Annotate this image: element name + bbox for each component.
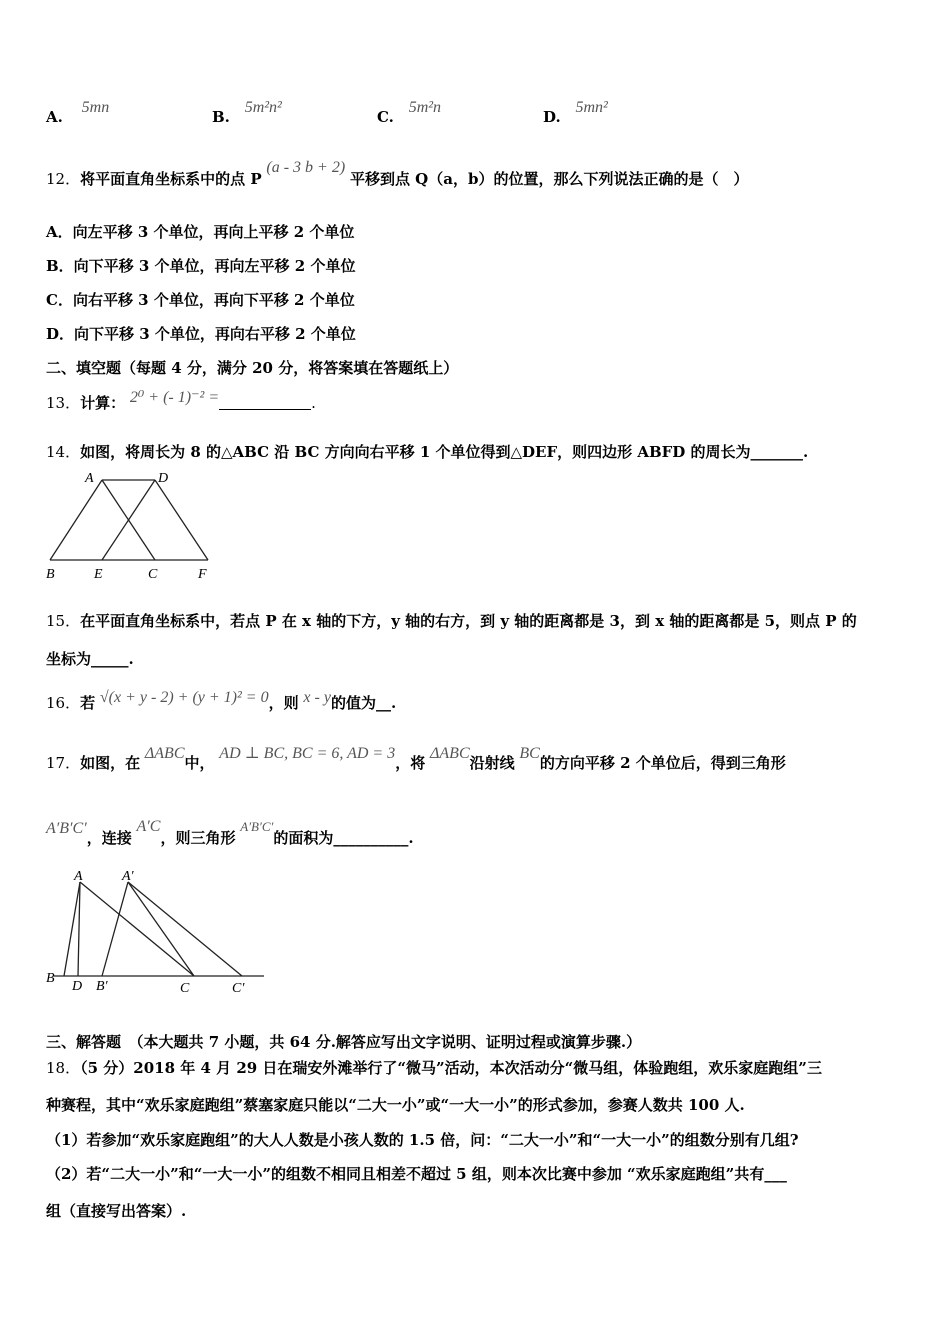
q17-t3: ，将 [395,754,426,772]
question-number: 17． [46,754,81,772]
figure-label-b-prime: B′ [96,979,108,994]
q16-expr2: x - y [303,689,331,706]
q18-line-3: （1）若参加“欢乐家庭跑组”的大人人数是小孩人数的 1.5 倍，问：“二大一小”和“一大一小”的组数分别有几组? [46,1131,799,1149]
q12-text-a: 将平面直角坐标系中的点 P [80,170,262,188]
section-2-heading: 二、填空题（每题 4 分，满分 20 分，将答案填在答题纸上） [46,359,459,377]
q17-line-1 [46,745,786,773]
q17-e2: AD ⊥ BC, BC = 6, AD = 3 [219,745,396,762]
q17-t1: 如图，在 [80,754,141,772]
q12-text-b: 平移到点 Q（a，b）的位置，那么下列说法正确的是（ ） [349,170,749,188]
q14-figure [40,466,220,584]
figure-label-f: F [198,567,207,582]
q17-t4: 沿射线 [469,754,515,772]
question-number: 14． [46,443,81,461]
figure-label-c-prime: C′ [232,981,245,996]
figure-label-b: B [46,971,55,986]
q17-t8: 的面积为__________. [273,829,414,847]
figure-label-d: D [72,979,83,994]
q13-expr: 2⁰ + (- 1)⁻² = [129,389,220,406]
q12-stem [46,159,749,189]
answer-blank [219,395,311,410]
q12-option-b: B．向下平移 3 个单位，再向左平移 2 个单位 [46,257,356,275]
q16-expr: √(x + y - 2) + (y + 1)² = 0 [99,689,269,706]
question-number: 16． [46,694,81,712]
figure-label-b: B [46,567,55,582]
q17-e7: A′B′C′ [240,819,274,834]
q17-e5: A′B′C′ [46,820,87,837]
q14-stem [46,441,808,462]
option-label: B. [212,108,230,126]
figure-label-a-prime: A′ [122,869,134,884]
option-expr: 5m²n [408,99,442,116]
q17-e6: A′C [136,818,161,835]
q17-t6: ，连接 [86,829,132,847]
figure-label-e: E [94,567,103,582]
q18-line-1 [46,1057,822,1078]
q16-text-b: ，则 [268,694,299,712]
q17-t2: 中， [184,754,215,772]
q17-line-2 [46,818,414,848]
q14-text: 如图，将周长为 8 的△ABC 沿 BC 方向向右平移 1 个单位得到△DEF，则四边形 ABFD 的周长为_______. [80,443,809,461]
q15-line-1 [46,610,857,631]
figure-label-c: C [148,567,158,582]
q12-point: (a - 3 b + 2) [266,159,346,176]
q13-text: 计算： [80,394,126,412]
question-number: 13． [46,394,81,412]
q11-option-b [212,99,282,127]
q18-line-2: 种赛程，其中“欢乐家庭跑组”蔡塞家庭只能以“二大一小”或“一大一小”的形式参加，参赛人数共 100 人. [46,1096,745,1114]
q12-option-d: D．向下平移 3 个单位，再向右平移 2 个单位 [46,325,356,343]
q12-option-a: A．向左平移 3 个单位，再向上平移 2 个单位 [46,223,355,241]
option-expr: 5m²n² [244,99,282,116]
option-label: A. [46,108,63,126]
q17-t7: ，则三角形 [160,829,236,847]
option-expr: 5mn [81,99,110,116]
figure-label-c: C [180,981,190,996]
q18-text-1: （5 分）2018 年 4 月 29 日在瑞安外滩举行了“微马”活动，本次活动分“微马组，体验跑组，欢乐家庭跑组”三 [80,1059,822,1077]
q15-text-1: 在平面直角坐标系中，若点 P 在 x 轴的下方，y 轴的右方，到 y 轴的距离都是 3，到 x 轴的距离都是 5，则点 P 的 [80,612,857,630]
q11-option-a [46,99,110,127]
question-number: 15． [46,612,81,630]
q17-e1: ΔABC [144,745,185,762]
section-3-heading: 三、解答题 （本大题共 7 小题，共 64 分.解答应写出文字说明、证明过程或演算步骤.） [46,1033,642,1051]
q17-figure [44,866,268,1000]
q17-e3: ΔABC [430,745,470,762]
q17-t5: 的方向平移 2 个单位后，得到三角形 [539,754,786,772]
q18-line-5: 组（直接写出答案）. [46,1202,187,1220]
q13 [46,389,316,413]
option-label: D. [543,108,561,126]
q16 [46,689,397,713]
q11-option-d [543,99,608,127]
q15-line-2: 坐标为_____. [46,650,134,668]
option-expr: 5mn² [575,99,608,116]
q11-option-c [377,99,442,127]
question-number: 12． [46,170,81,188]
q13-end: . [311,394,316,412]
q16-text-a: 若 [80,694,96,712]
q16-text-c: 的值为__. [330,694,397,712]
q17-e4: BC [519,745,540,762]
q12-option-c: C．向右平移 3 个单位，再向下平移 2 个单位 [46,291,355,309]
question-number: 18． [46,1059,81,1077]
q18-line-4: （2）若“二大一小”和“一大一小”的组数不相同且相差不超过 5 组，则本次比赛中参加 “欢乐家庭跑组”共有___ [46,1165,787,1183]
figure-label-a: A [85,471,94,486]
option-label: C. [377,108,394,126]
figure-label-d: D [158,471,169,486]
figure-label-a: A [74,869,83,884]
